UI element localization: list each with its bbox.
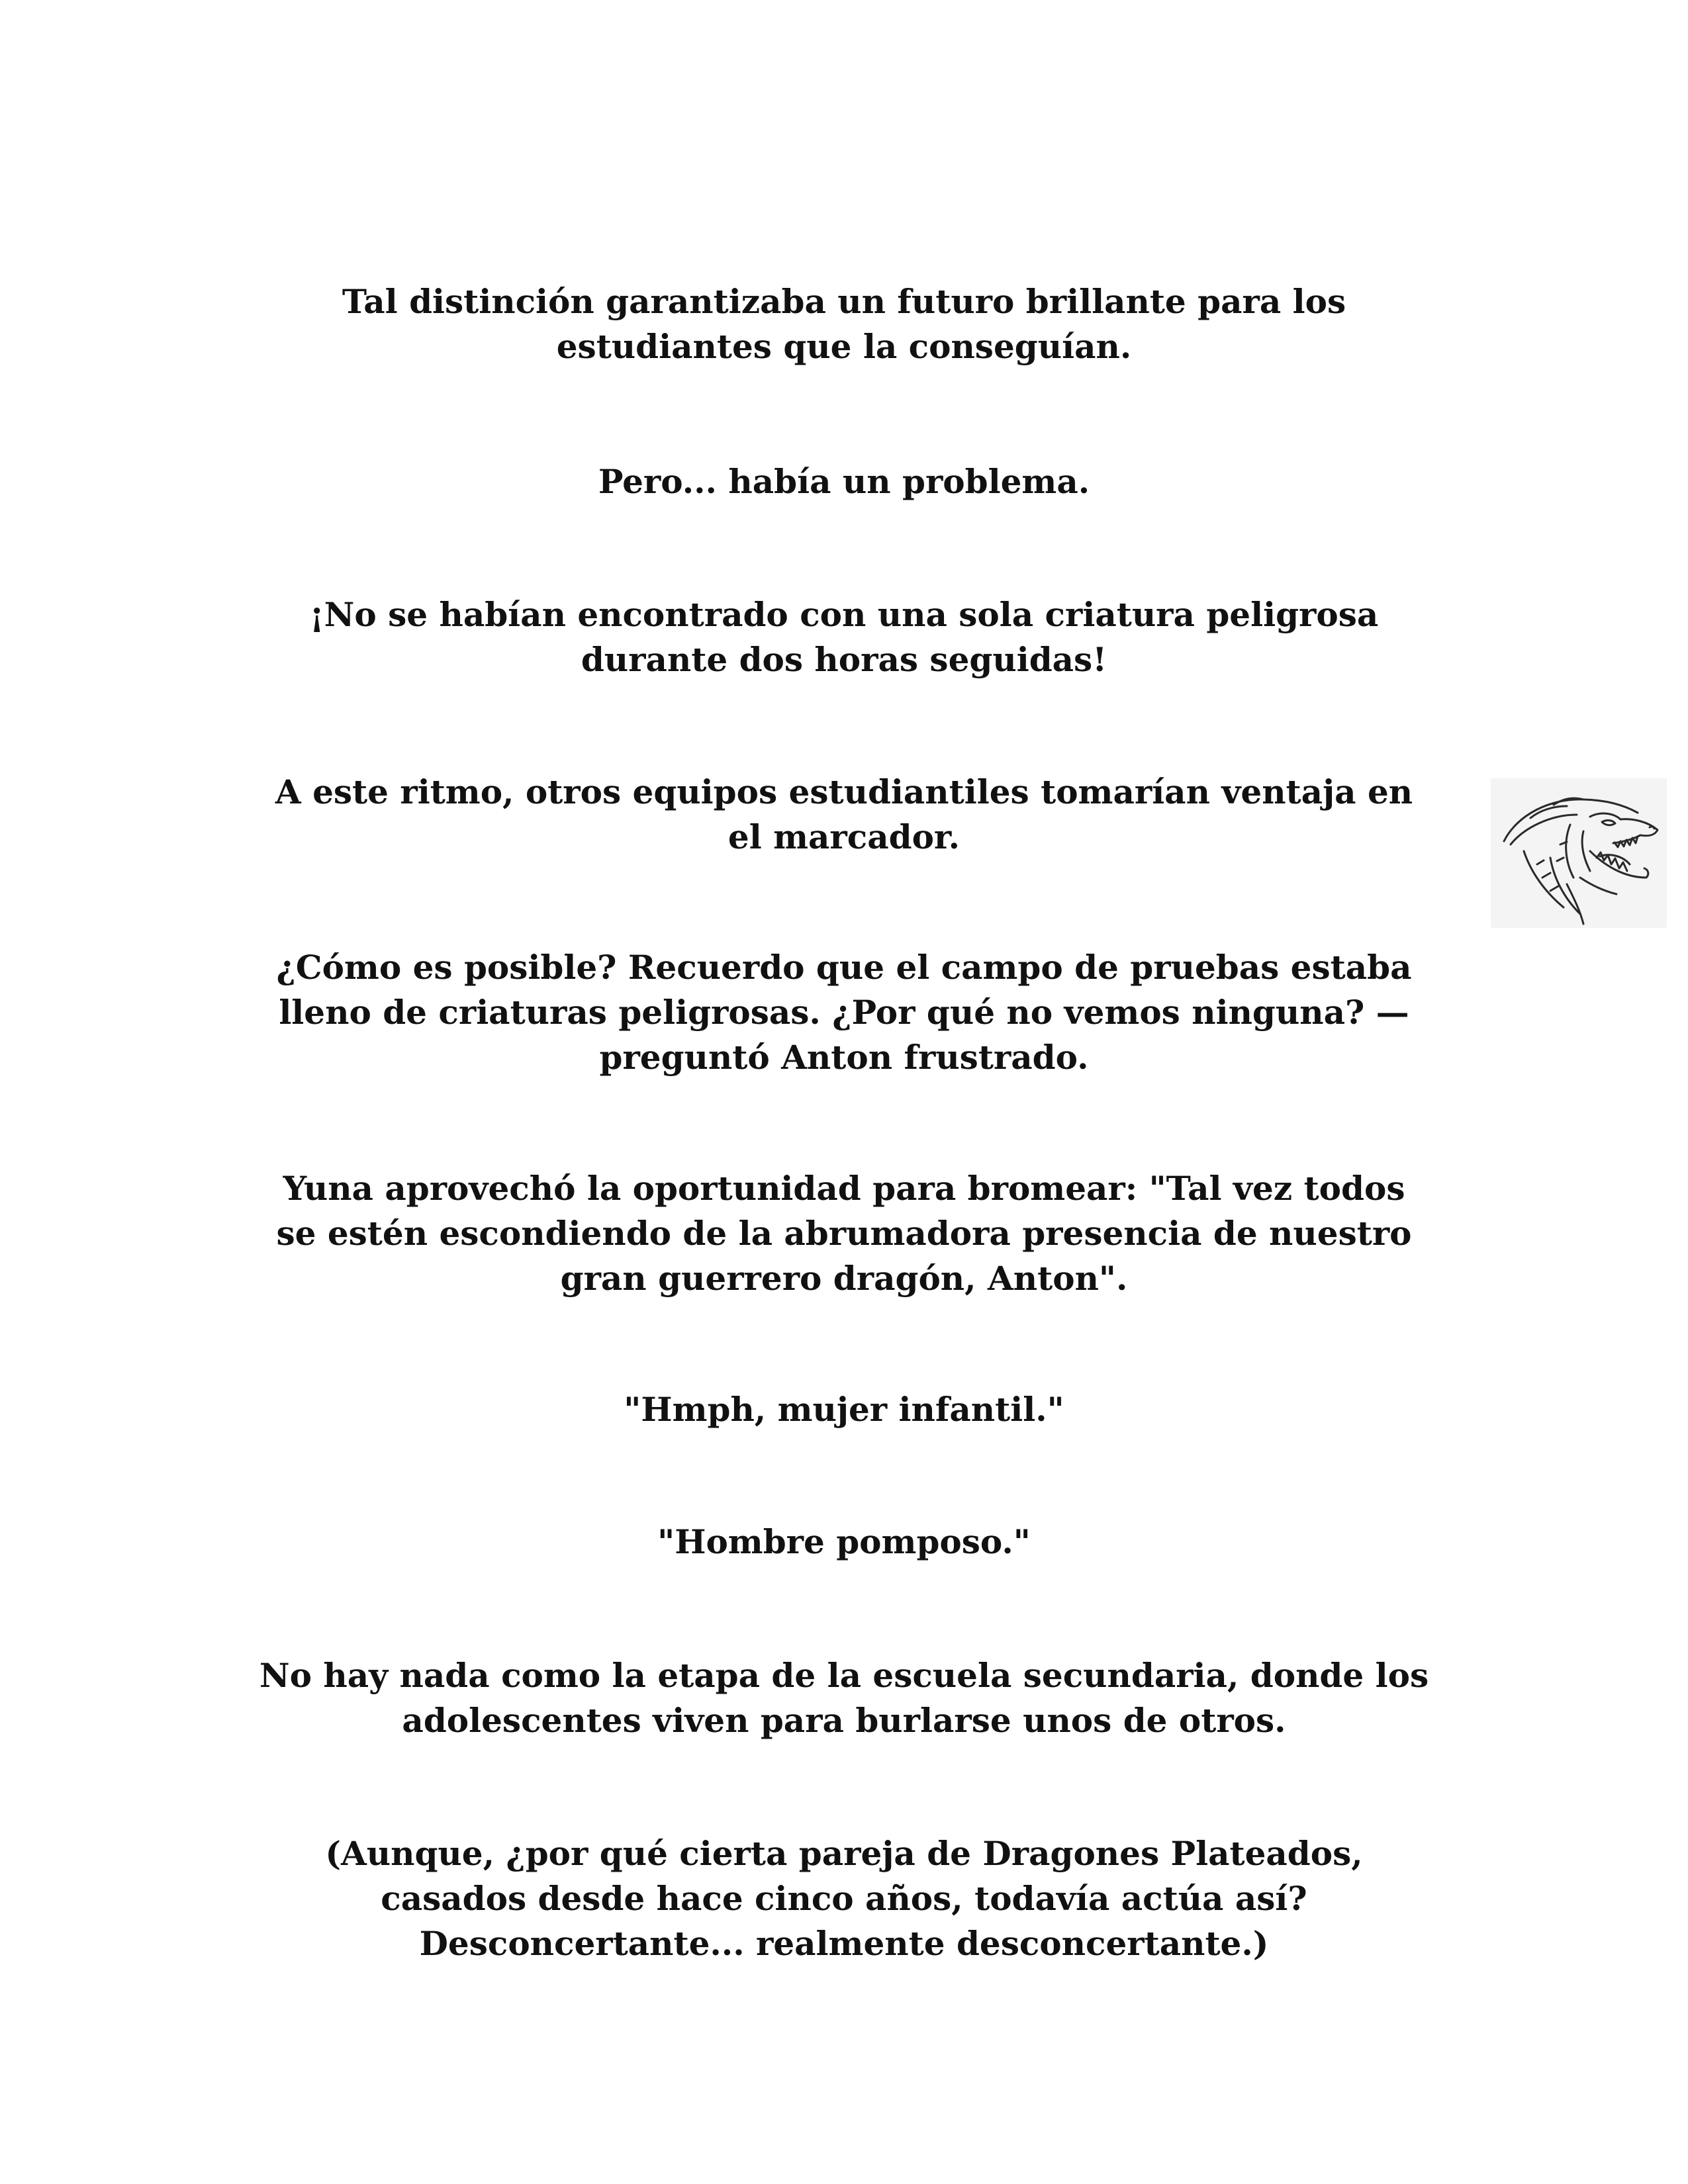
paragraph-10 xyxy=(199,1831,1489,1966)
paragraph-7 xyxy=(199,1387,1489,1432)
paragraph-line: Tal distinción garantizaba un futuro brillante para los xyxy=(342,282,1346,321)
paragraph-line: ¡No se habían encontrado con una sola criatura peligrosa xyxy=(309,595,1379,634)
paragraph-line: gran guerrero dragón, Anton". xyxy=(560,1259,1128,1298)
paragraph-line: Desconcertante... realmente desconcertante.) xyxy=(419,1924,1269,1963)
paragraph-4 xyxy=(199,770,1489,860)
paragraph-1 xyxy=(199,279,1489,369)
paragraph-line: adolescentes viven para burlarse unos de otros. xyxy=(402,1701,1286,1740)
paragraph-line: Yuna aprovechó la oportunidad para bromear: "Tal vez todos xyxy=(283,1169,1405,1208)
paragraph-line: estudiantes que la conseguían. xyxy=(556,327,1132,366)
paragraph-line: se estén escondiendo de la abrumadora presencia de nuestro xyxy=(276,1214,1412,1253)
paragraph-2 xyxy=(199,459,1489,504)
paragraph-line: No hay nada como la etapa de la escuela secundaria, donde los xyxy=(259,1656,1429,1695)
paragraph-6 xyxy=(199,1166,1489,1301)
illustration-background xyxy=(1491,778,1667,928)
paragraph-line: el marcador. xyxy=(727,817,961,856)
paragraph-line: preguntó Anton frustrado. xyxy=(599,1038,1089,1077)
paragraph-line: lleno de criaturas peligrosas. ¿Por qué no vemos ninguna? — xyxy=(279,993,1409,1032)
paragraph-line: casados desde hace cinco años, todavía actúa así? xyxy=(381,1879,1307,1918)
paragraph-8 xyxy=(199,1520,1489,1565)
paragraph-line: durante dos horas seguidas! xyxy=(581,640,1107,679)
paragraph-5 xyxy=(199,945,1489,1080)
paragraph-3 xyxy=(199,592,1489,682)
paragraph-line: A este ritmo, otros equipos estudiantiles tomarían ventaja en xyxy=(275,772,1413,811)
paragraph-9 xyxy=(199,1653,1489,1743)
paragraph-line: "Hmph, mujer infantil." xyxy=(624,1390,1064,1429)
paragraph-line: ¿Cómo es posible? Recuerdo que el campo de pruebas estaba xyxy=(276,948,1412,987)
paragraph-line: "Hombre pomposo." xyxy=(657,1522,1031,1561)
paragraph-line: (Aunque, ¿por qué cierta pareja de Dragones Plateados, xyxy=(325,1834,1363,1873)
paragraph-line: Pero... había un problema. xyxy=(598,462,1090,501)
dragon-head-sketch-icon xyxy=(1491,778,1667,928)
